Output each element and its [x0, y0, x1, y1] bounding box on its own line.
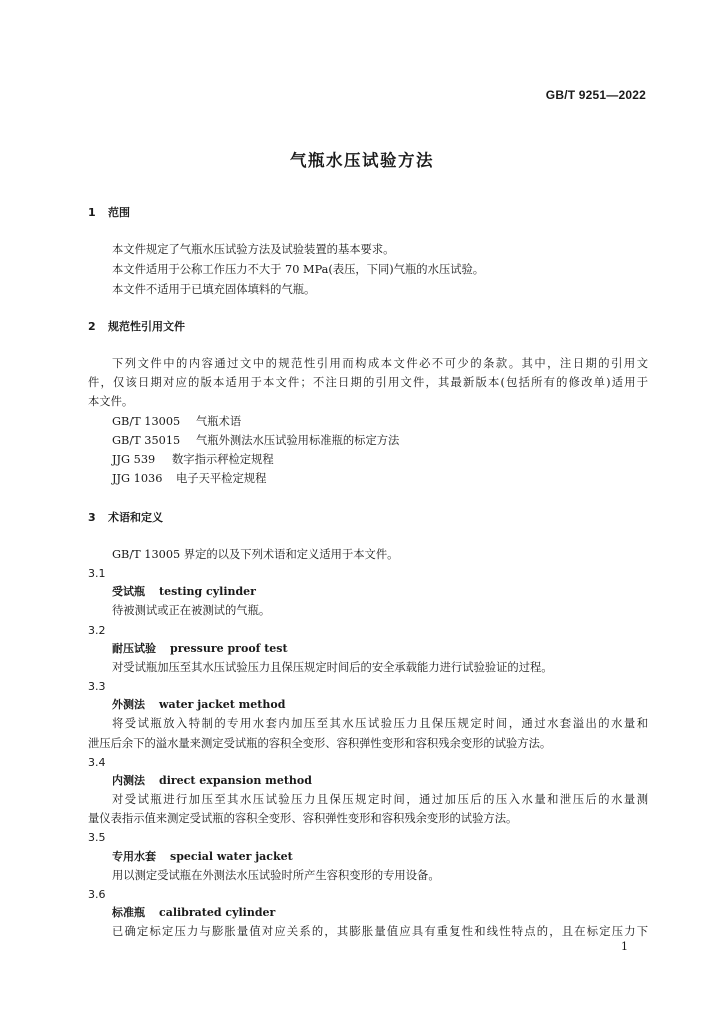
- term-en: special water jacket: [170, 850, 293, 863]
- term-number: 3.6: [88, 888, 106, 901]
- reference-title: 数字指示秤检定规程: [172, 453, 274, 466]
- term-number: 3.2: [88, 624, 106, 637]
- term-entry: [112, 906, 648, 920]
- term-en: pressure proof test: [170, 642, 288, 655]
- reference-code: GB/T 35015: [112, 434, 181, 447]
- term-en: testing cylinder: [159, 585, 256, 598]
- page-title: 气瓶水压试验方法: [290, 151, 434, 170]
- section-number: 1: [88, 206, 96, 219]
- term-entry: [112, 585, 648, 599]
- term-definition: 对受试瓶加压至其水压试验压力且保压规定时间后的安全承载能力进行试验验证的过程。: [112, 661, 553, 674]
- paragraph: GB/T 13005 界定的以及下列术语和定义适用于本文件。: [112, 548, 399, 561]
- term-definition: 将受试瓶放入特制的专用水套内加压至其水压试验压力且保压规定时间，通过水套溢出的水量和: [112, 717, 648, 730]
- paragraph: 本文件规定了气瓶水压试验方法及试验装置的基本要求。: [112, 243, 395, 256]
- term-entry: [112, 850, 648, 864]
- section-2-heading: [88, 320, 648, 334]
- term-number: 3.5: [88, 831, 106, 844]
- page-number: 1: [621, 940, 628, 953]
- section-1-heading: [88, 206, 648, 220]
- term-en: direct expansion method: [159, 774, 312, 787]
- paragraph: 本文件不适用于已填充固体填料的气瓶。: [112, 283, 316, 296]
- term-en: water jacket method: [159, 698, 286, 711]
- term-definition: 待被测试或正在被测试的气瓶。: [112, 604, 271, 617]
- reference-code: GB/T 13005: [112, 415, 181, 428]
- term-zh: 内测法: [112, 774, 145, 787]
- reference-item: [112, 415, 648, 429]
- reference-title: 气瓶外测法水压试验用标准瓶的标定方法: [196, 434, 400, 447]
- term-entry: [112, 698, 648, 712]
- term-definition: 用以测定受试瓶在外测法水压试验时所产生容积变形的专用设备。: [112, 869, 440, 882]
- term-zh: 耐压试验: [112, 642, 156, 655]
- term-zh: 标准瓶: [112, 906, 145, 919]
- reference-item: [112, 453, 648, 467]
- term-en: calibrated cylinder: [159, 906, 276, 919]
- term-zh: 受试瓶: [112, 585, 145, 598]
- reference-title: 气瓶术语: [196, 415, 242, 428]
- term-zh: 外测法: [112, 698, 145, 711]
- paragraph-line: 下列文件中的内容通过文中的规范性引用而构成本文件必不可少的条款。其中，注日期的引用文: [112, 357, 648, 370]
- section-3-heading: [88, 511, 648, 525]
- paragraph-line: 件，仅该日期对应的版本适用于本文件；不注日期的引用文件，其最新版本(包括所有的修改单)适用于: [88, 376, 648, 389]
- section-title: 术语和定义: [108, 511, 163, 524]
- term-number: 3.1: [88, 567, 106, 580]
- reference-title: 电子天平检定规程: [176, 472, 267, 485]
- term-number: 3.4: [88, 756, 106, 769]
- term-definition: 量仪表指示值来测定受试瓶的容积全变形、容积弹性变形和容积残余变形的试验方法。: [88, 812, 518, 825]
- section-number: 3: [88, 511, 96, 524]
- term-definition: 已确定标定压力与膨胀量值对应关系的，其膨胀量值应具有重复性和线性特点的，且在标定压力下: [112, 925, 648, 938]
- paragraph-line: 本文件。: [88, 395, 134, 408]
- section-title: 范围: [108, 206, 130, 219]
- paragraph: 本文件适用于公称工作压力不大于 70 MPa(表压，下同)气瓶的水压试验。: [112, 263, 485, 276]
- reference-item: [112, 472, 648, 486]
- term-zh: 专用水套: [112, 850, 156, 863]
- standard-number: GB/T 9251—2022: [545, 88, 646, 102]
- term-number: 3.3: [88, 680, 106, 693]
- section-number: 2: [88, 320, 96, 333]
- reference-code: JJG 1036: [112, 472, 163, 485]
- term-entry: [112, 774, 648, 788]
- reference-code: JJG 539: [112, 453, 156, 466]
- term-entry: [112, 642, 648, 656]
- term-definition: 泄压后余下的溢水量来测定受试瓶的容积全变形、容积弹性变形和容积残余变形的试验方法。: [88, 737, 552, 750]
- section-title: 规范性引用文件: [108, 320, 185, 333]
- reference-item: [112, 434, 648, 448]
- term-definition: 对受试瓶进行加压至其水压试验压力且保压规定时间，通过加压后的压入水量和泄压后的水量测: [112, 793, 648, 806]
